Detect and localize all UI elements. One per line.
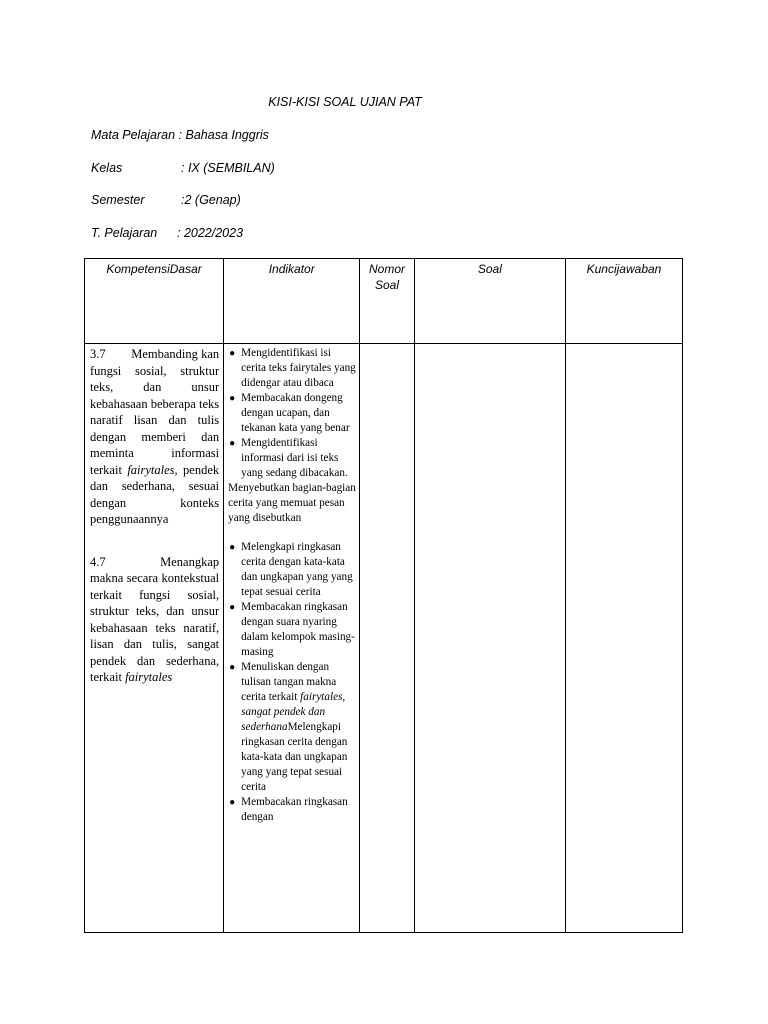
- header-kunci-jawaban: Kuncijawaban: [565, 259, 682, 344]
- info-value: Bahasa Inggris: [185, 128, 269, 142]
- list-item: ● Menuliskan dengan tulisan tangan makna cerita terkait fairytales, sangat pendek dan sederhanaMelengkapi ringkasan cerita dengan kata-kata dan ungkapan yang yang tepat sesuai cerita: [229, 661, 348, 793]
- indicator-plain-text: Menyebutkan bagian-bagian cerita yang memuat pesan yang disebutkan: [228, 482, 356, 524]
- header-kompetensi-dasar: KompetensiDasar: [85, 259, 224, 344]
- nomor-soal-cell: [360, 344, 414, 933]
- list-item: ● Membacakan ringkasan dengan suara nyaring dalam kelompok masing-masing: [229, 601, 355, 658]
- list-item: ● Mengidentifikasi isi cerita teks fairytales yang didengar atau dibaca: [229, 347, 356, 389]
- soal-cell: [414, 344, 565, 933]
- kd-4-7: 4.7 Menangkap makna secara kontekstual terkait fungsi sosial, struktur teks, dan unsur kebahasaan teks naratif, lisan dan tulis, sangat pendek dan sederhana, terkait fairytales: [90, 554, 220, 684]
- bullet-icon: ●: [229, 348, 236, 359]
- header-indikator: Indikator: [224, 259, 360, 344]
- list-item: ● Melengkapi ringkasan cerita dengan kata-kata dan ungkapan yang yang tepat sesuai cerita: [229, 541, 353, 598]
- kunci-jawaban-cell: [565, 344, 682, 933]
- info-label: T. Pelajaran: [91, 226, 158, 240]
- bullet-icon: ●: [229, 393, 236, 404]
- bullet-icon: ●: [229, 797, 236, 808]
- info-label: Mata Pelajaran: [91, 128, 176, 142]
- info-subject: Mata Pelajaran : Bahasa Inggris: [91, 128, 269, 142]
- info-semester: Semester :2 (Genap): [91, 193, 241, 207]
- header-nomor-soal: Nomor Soal: [360, 259, 414, 344]
- header-soal: Soal: [414, 259, 565, 344]
- list-item: ● Membacakan dongeng dengan ucapan, dan tekanan kata yang benar: [229, 392, 350, 434]
- bullet-icon: ●: [229, 662, 236, 673]
- bullet-icon: ●: [229, 542, 236, 553]
- list-item: ● Mengidentifikasi informasi dari isi teks yang sedang dibacakan.: [229, 437, 348, 479]
- kisi-kisi-table: [84, 258, 683, 933]
- indicator-list-2: [228, 540, 357, 825]
- kd-3-7: 3.7 Membanding kan fungsi sosial, struktur teks, dan unsur kebahasaan beberapa teks naratif lisan dan tulis dengan memberi dan meminta informasi terkait fairytales, pendek dan sederhana, sesuai dengan konteks penggunaannya: [90, 347, 220, 526]
- bullet-icon: ●: [229, 438, 236, 449]
- info-label: Semester: [91, 193, 145, 207]
- info-value: IX (SEMBILAN): [187, 161, 275, 175]
- list-item: ● Membacakan ringkasan dengan: [229, 796, 348, 823]
- document-title: KISI-KISI SOAL UJIAN PAT: [268, 95, 422, 109]
- kompetensi-dasar-cell: [85, 344, 224, 933]
- info-year: T. Pelajaran : 2022/2023: [91, 226, 244, 240]
- info-label: Kelas: [91, 161, 123, 175]
- indicator-list-1: [228, 346, 357, 481]
- table-row: [85, 344, 683, 933]
- info-value: 2 (Genap): [184, 193, 241, 207]
- indikator-cell: [224, 344, 360, 933]
- bullet-icon: ●: [229, 602, 236, 613]
- info-class: Kelas : IX (SEMBILAN): [91, 161, 275, 175]
- info-value: 2022/2023: [183, 226, 244, 240]
- table-header-row: [85, 259, 683, 344]
